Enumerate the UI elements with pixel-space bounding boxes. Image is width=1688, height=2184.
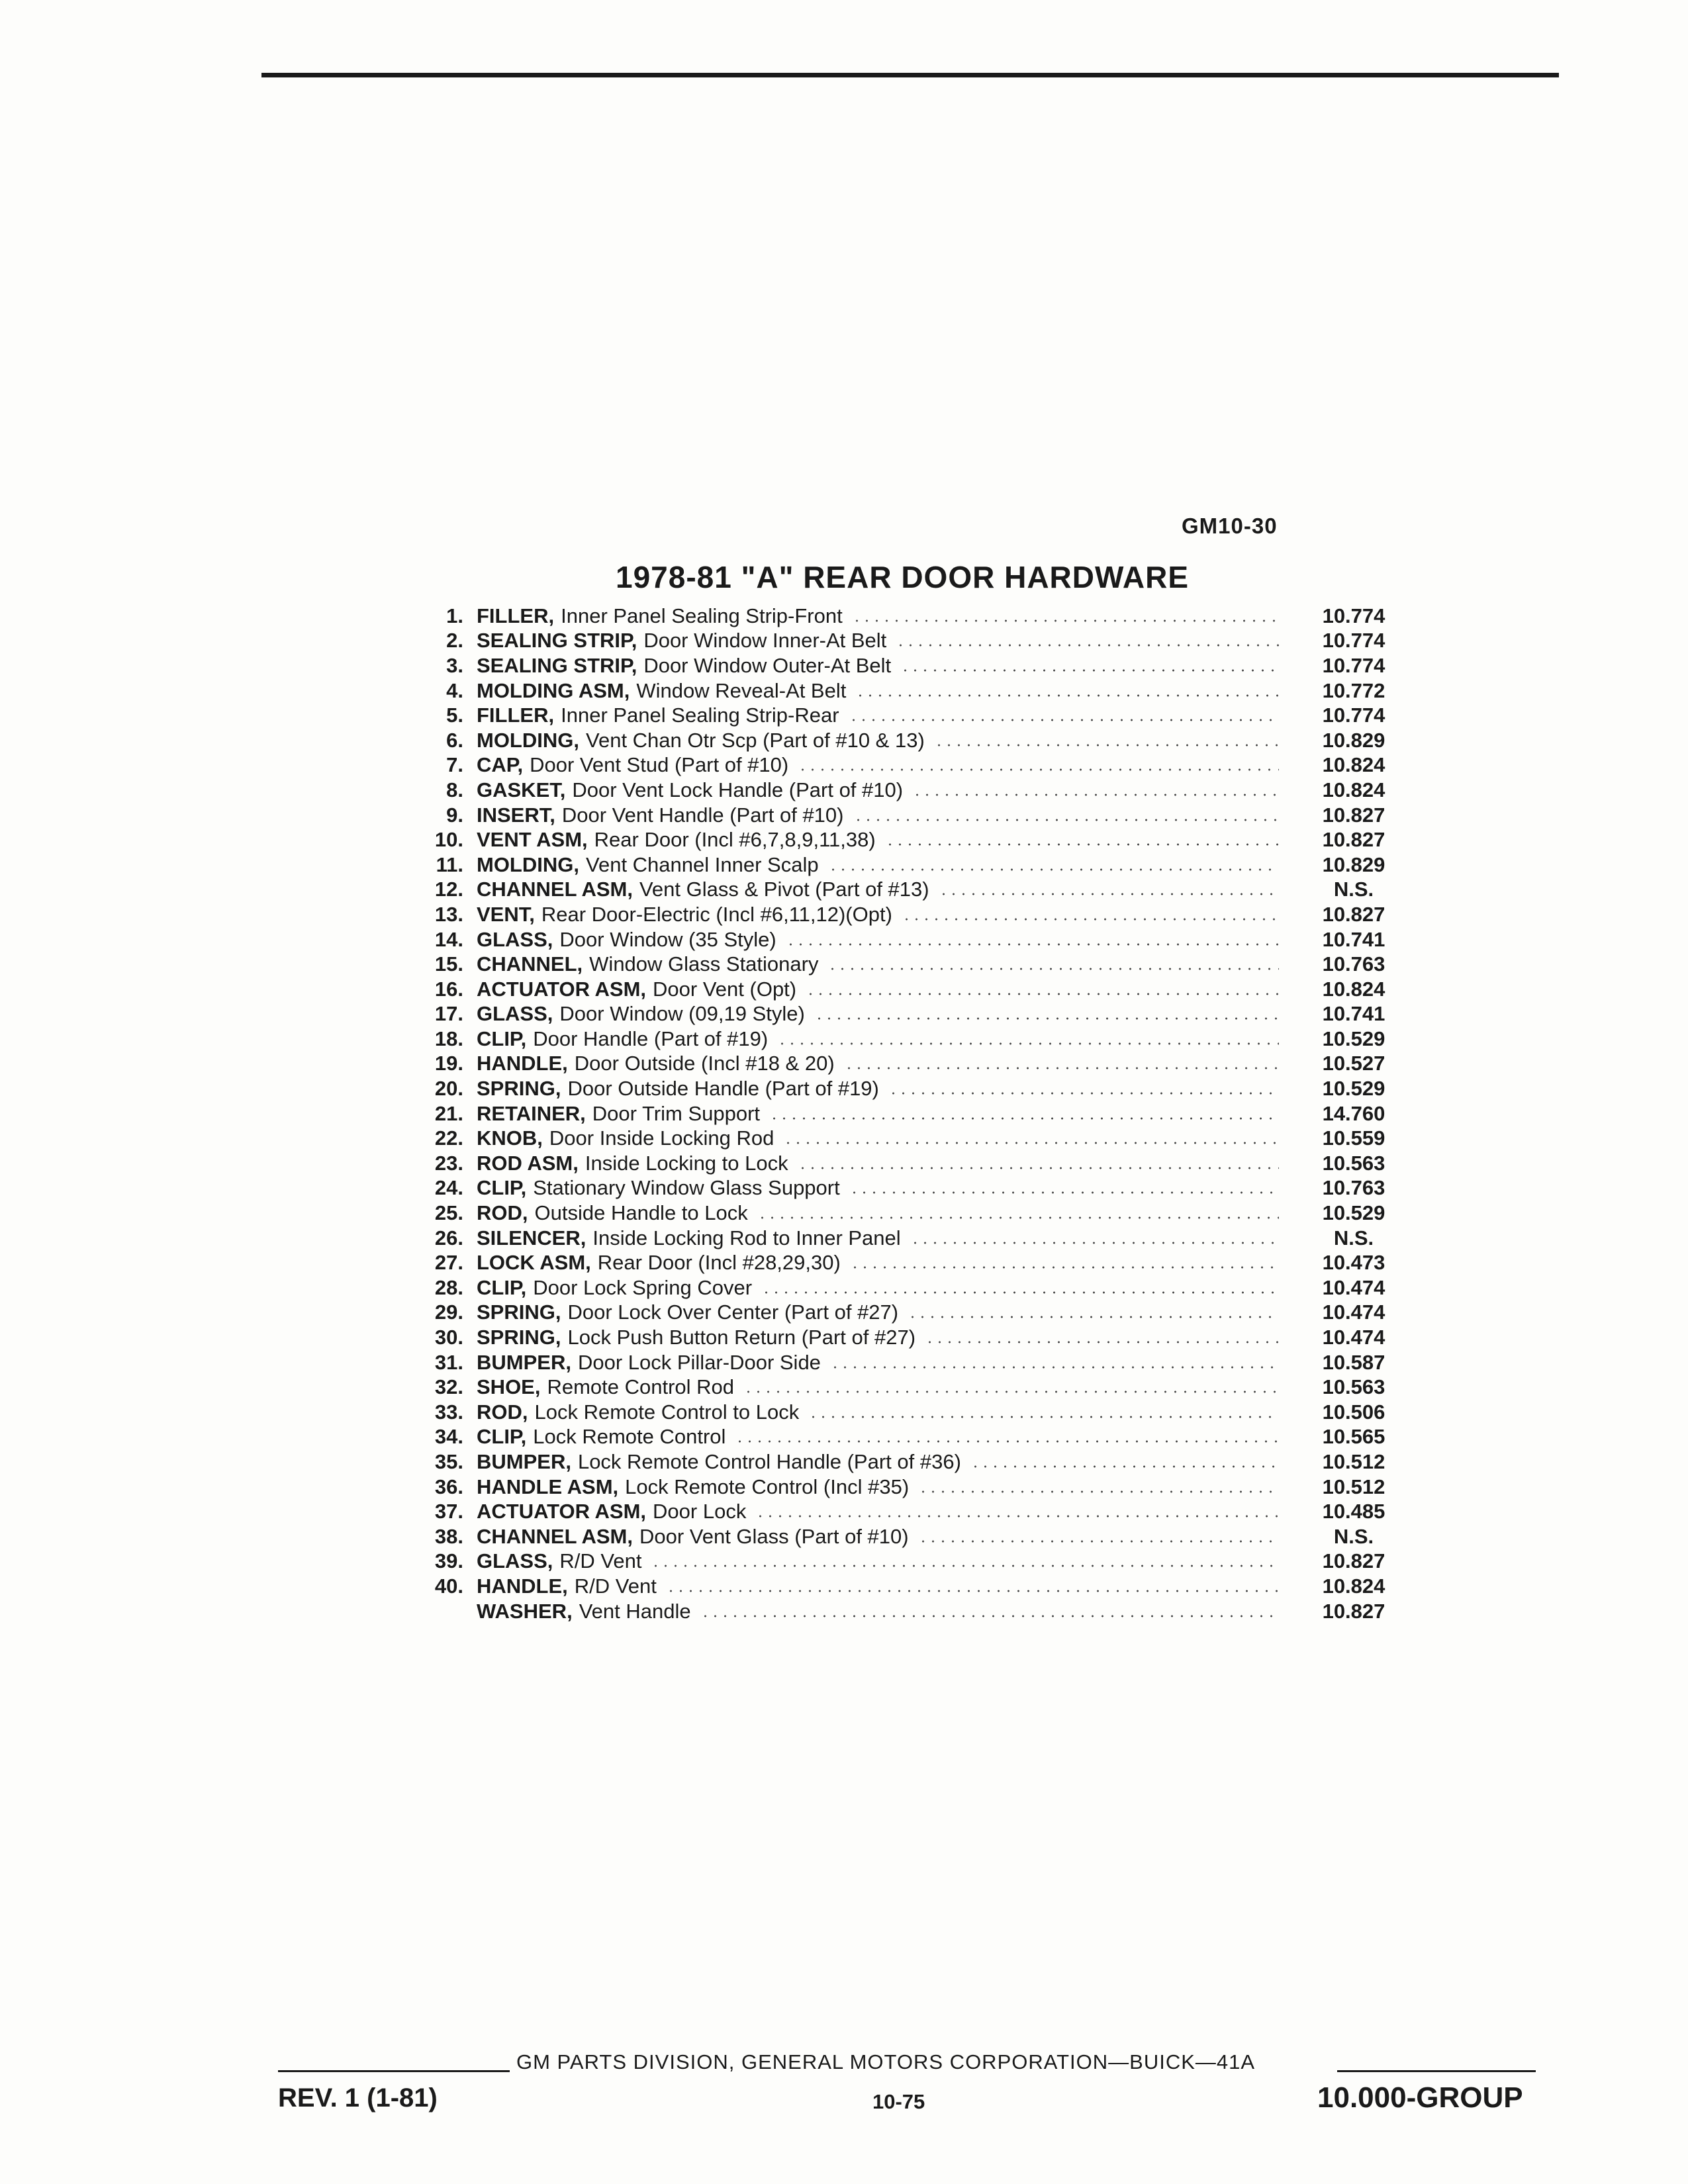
part-detail: Door Outside Handle (Part of #19) bbox=[567, 1077, 879, 1101]
part-name: CHANNEL ASM, bbox=[477, 1524, 633, 1548]
part-group-ref: 10.506 bbox=[1322, 1400, 1385, 1424]
parts-list-row bbox=[410, 803, 1417, 828]
dot-leader bbox=[885, 843, 1279, 846]
part-number: 38. bbox=[434, 1524, 463, 1548]
part-group-ref: 10.741 bbox=[1322, 927, 1385, 951]
part-detail: Window Reveal-At Belt bbox=[636, 678, 847, 702]
part-number: 28. bbox=[434, 1275, 463, 1299]
part-description bbox=[477, 1226, 1291, 1250]
part-detail: Door Window Inner-At Belt bbox=[643, 629, 887, 653]
dot-leader bbox=[769, 1117, 1279, 1120]
parts-list-row bbox=[410, 902, 1417, 927]
part-detail: Door Window Outer-At Belt bbox=[643, 653, 892, 677]
dot-leader bbox=[827, 968, 1279, 970]
part-number: 18. bbox=[434, 1026, 463, 1050]
part-name: FILLER, bbox=[477, 604, 555, 627]
part-number: 36. bbox=[434, 1475, 463, 1498]
part-group-ref: 10.529 bbox=[1322, 1201, 1385, 1225]
part-number: 31. bbox=[434, 1350, 463, 1374]
part-description bbox=[477, 1300, 1291, 1324]
part-detail: Rear Door (Incl #6,7,8,9,11,38) bbox=[594, 828, 876, 852]
part-name: SHOE, bbox=[477, 1375, 541, 1399]
part-description bbox=[477, 1500, 1291, 1524]
part-group-ref: 10.563 bbox=[1322, 1375, 1385, 1399]
part-description bbox=[477, 1525, 1291, 1549]
part-name: BUMPER, bbox=[477, 1449, 571, 1473]
revision-label: REV. 1 (1-81) bbox=[278, 2083, 438, 2113]
dot-leader bbox=[651, 1565, 1279, 1567]
part-number: 19. bbox=[434, 1052, 463, 1075]
part-group-ref: 10.512 bbox=[1322, 1475, 1385, 1498]
part-group-ref: 10.529 bbox=[1322, 1026, 1385, 1050]
dot-leader bbox=[798, 1167, 1279, 1169]
part-name: SPRING, bbox=[477, 1077, 561, 1101]
part-name: GASKET, bbox=[477, 778, 566, 801]
part-name: CLIP, bbox=[477, 1425, 527, 1449]
parts-list-row bbox=[410, 878, 1417, 903]
top-rule bbox=[261, 73, 1559, 77]
part-number: 5. bbox=[446, 704, 463, 727]
part-number: 12. bbox=[434, 878, 463, 901]
parts-list-row bbox=[410, 1076, 1417, 1101]
part-group-ref: 10.772 bbox=[1322, 678, 1385, 702]
part-detail: Inner Panel Sealing Strip-Front bbox=[561, 604, 843, 627]
part-detail: R/D Vent bbox=[559, 1549, 642, 1573]
dot-leader bbox=[814, 1017, 1279, 1020]
part-detail: Inside Locking to Lock bbox=[585, 1151, 788, 1175]
parts-list-row bbox=[410, 1325, 1417, 1350]
page-title: 1978-81 "A" REAR DOOR HARDWARE bbox=[616, 560, 1189, 594]
part-detail: Door Vent (Opt) bbox=[653, 977, 797, 1001]
part-group-ref: N.S. bbox=[1333, 878, 1374, 901]
dot-leader bbox=[700, 1615, 1279, 1617]
part-description bbox=[477, 679, 1291, 703]
part-name: WASHER, bbox=[477, 1599, 573, 1623]
part-name: KNOB, bbox=[477, 1126, 543, 1150]
figure-code: GM10-30 bbox=[1182, 514, 1278, 538]
part-group-ref: 10.587 bbox=[1322, 1350, 1385, 1374]
part-detail: Stationary Window Glass Support bbox=[533, 1176, 840, 1200]
dot-leader bbox=[761, 1291, 1279, 1294]
part-detail: Door Handle (Part of #19) bbox=[533, 1026, 769, 1050]
part-number: 37. bbox=[434, 1500, 463, 1524]
part-detail: Vent Channel Inner Scalp bbox=[586, 852, 819, 876]
parts-list-row bbox=[410, 977, 1417, 1002]
part-group-ref: 10.774 bbox=[1322, 629, 1385, 653]
part-group-ref: 10.827 bbox=[1322, 1549, 1385, 1573]
dot-leader bbox=[900, 669, 1279, 672]
dot-leader bbox=[939, 893, 1279, 895]
part-name: SPRING, bbox=[477, 1300, 561, 1324]
part-description bbox=[477, 1326, 1291, 1349]
part-detail: Lock Remote Control bbox=[533, 1425, 726, 1449]
parts-list-row bbox=[410, 653, 1417, 678]
part-detail: Door Vent Handle (Part of #10) bbox=[561, 803, 844, 827]
footer-publisher-line: GM PARTS DIVISION, GENERAL MOTORS CORPORATION—BUICK—41A bbox=[516, 2050, 1256, 2073]
parts-list-row bbox=[410, 1524, 1417, 1549]
dot-leader bbox=[755, 1515, 1279, 1518]
part-number: 22. bbox=[434, 1126, 463, 1150]
part-description bbox=[477, 1077, 1291, 1101]
part-group-ref: 10.512 bbox=[1322, 1449, 1385, 1473]
part-name: ACTUATOR ASM, bbox=[477, 977, 647, 1001]
parts-list-row bbox=[410, 852, 1417, 878]
parts-list-row bbox=[410, 778, 1417, 803]
part-detail: Door Trim Support bbox=[592, 1101, 761, 1125]
parts-list-row bbox=[410, 1002, 1417, 1027]
part-number: 25. bbox=[434, 1201, 463, 1225]
part-description bbox=[477, 1102, 1291, 1126]
parts-list-row bbox=[410, 753, 1417, 778]
part-group-ref: 10.763 bbox=[1322, 1176, 1385, 1200]
dot-leader bbox=[798, 768, 1279, 771]
part-group-ref: N.S. bbox=[1333, 1226, 1374, 1250]
part-description bbox=[477, 1201, 1291, 1225]
part-name: ACTUATOR ASM, bbox=[477, 1500, 647, 1524]
part-description bbox=[477, 903, 1291, 927]
parts-list-row bbox=[410, 678, 1417, 704]
parts-list-row bbox=[410, 629, 1417, 654]
part-description bbox=[477, 1002, 1291, 1026]
dot-leader bbox=[808, 1416, 1279, 1418]
part-name: SILENCER, bbox=[477, 1226, 586, 1250]
part-number: 26. bbox=[434, 1226, 463, 1250]
parts-list-row bbox=[410, 1549, 1417, 1574]
part-description bbox=[477, 1375, 1291, 1399]
part-group-ref: 10.529 bbox=[1322, 1077, 1385, 1101]
part-name: SEALING STRIP, bbox=[477, 653, 637, 677]
part-name: GLASS, bbox=[477, 927, 553, 951]
part-description bbox=[477, 1027, 1291, 1051]
parts-list-row bbox=[410, 728, 1417, 753]
parts-list-row bbox=[410, 1449, 1417, 1475]
part-detail: Rear Door (Incl #28,29,30) bbox=[597, 1251, 841, 1275]
parts-list-row bbox=[410, 1375, 1417, 1400]
part-group-ref: 10.829 bbox=[1322, 728, 1385, 752]
part-name: SPRING, bbox=[477, 1326, 561, 1349]
dot-leader bbox=[918, 1490, 1279, 1493]
parts-list-row bbox=[410, 1350, 1417, 1375]
part-detail: R/D Vent bbox=[574, 1574, 657, 1598]
part-name: MOLDING, bbox=[477, 852, 579, 876]
part-detail: Door Window (09,19 Style) bbox=[559, 1002, 805, 1026]
part-number: 40. bbox=[434, 1574, 463, 1598]
part-detail: Rear Door-Electric (Incl #6,11,12)(Opt) bbox=[541, 902, 892, 926]
part-group-ref: 10.774 bbox=[1322, 653, 1385, 677]
part-name: CAP, bbox=[477, 753, 524, 777]
part-name: CHANNEL, bbox=[477, 952, 583, 976]
part-number: 17. bbox=[434, 1002, 463, 1026]
parts-list-row bbox=[410, 1250, 1417, 1275]
part-number: 3. bbox=[446, 653, 463, 677]
part-number: 32. bbox=[434, 1375, 463, 1399]
dot-leader bbox=[934, 744, 1279, 747]
parts-list bbox=[410, 604, 1417, 1623]
parts-list-row bbox=[410, 1176, 1417, 1201]
part-detail: Door Lock Over Center (Part of #27) bbox=[567, 1300, 899, 1324]
part-number: 9. bbox=[446, 803, 463, 827]
parts-list-row bbox=[410, 1151, 1417, 1176]
part-number: 10. bbox=[434, 828, 463, 852]
part-group-ref: 10.474 bbox=[1322, 1300, 1385, 1324]
part-group-ref: 10.741 bbox=[1322, 1002, 1385, 1026]
part-description bbox=[477, 1351, 1291, 1375]
part-group-ref: 10.527 bbox=[1322, 1052, 1385, 1075]
part-name: BUMPER, bbox=[477, 1350, 571, 1374]
part-description bbox=[477, 1152, 1291, 1175]
part-description bbox=[477, 1126, 1291, 1150]
part-name: CLIP, bbox=[477, 1026, 527, 1050]
parts-list-row bbox=[410, 703, 1417, 728]
part-description bbox=[477, 828, 1291, 852]
part-group-ref: 10.827 bbox=[1322, 828, 1385, 852]
dot-leader bbox=[925, 1341, 1279, 1343]
part-number: 1. bbox=[446, 604, 463, 627]
part-number: 33. bbox=[434, 1400, 463, 1424]
part-name: FILLER, bbox=[477, 704, 555, 727]
dot-leader bbox=[852, 619, 1279, 622]
part-name: GLASS, bbox=[477, 1549, 553, 1573]
part-description bbox=[477, 654, 1291, 678]
dot-leader bbox=[757, 1216, 1279, 1219]
parts-list-row bbox=[410, 1300, 1417, 1326]
part-number: 30. bbox=[434, 1326, 463, 1349]
part-description bbox=[477, 952, 1291, 976]
part-description bbox=[477, 853, 1291, 877]
dot-leader bbox=[908, 1316, 1279, 1318]
part-name: CLIP, bbox=[477, 1275, 527, 1299]
parts-list-row bbox=[410, 1599, 1417, 1624]
dot-leader bbox=[850, 1266, 1279, 1269]
parts-list-row bbox=[410, 1574, 1417, 1599]
part-detail: Vent Chan Otr Scp (Part of #10 & 13) bbox=[586, 728, 925, 752]
part-detail: Door Lock bbox=[653, 1500, 747, 1524]
dot-leader bbox=[918, 1540, 1279, 1543]
dot-leader bbox=[849, 1191, 1279, 1194]
part-detail: Door Lock Pillar-Door Side bbox=[577, 1350, 821, 1374]
part-group-ref: 10.485 bbox=[1322, 1500, 1385, 1524]
part-name: CHANNEL ASM, bbox=[477, 878, 633, 901]
part-group-ref: 10.827 bbox=[1322, 1599, 1385, 1623]
part-group-ref: 14.760 bbox=[1322, 1101, 1385, 1125]
part-detail: Outside Handle to Lock bbox=[534, 1201, 748, 1225]
part-group-ref: N.S. bbox=[1333, 1524, 1374, 1548]
parts-list-row bbox=[410, 1475, 1417, 1500]
part-group-ref: 10.827 bbox=[1322, 803, 1385, 827]
part-detail: Lock Remote Control to Lock bbox=[534, 1400, 800, 1424]
parts-list-row bbox=[410, 1126, 1417, 1151]
part-number: 15. bbox=[434, 952, 463, 976]
part-description bbox=[477, 1052, 1291, 1075]
part-description bbox=[477, 729, 1291, 752]
part-group-ref: 10.829 bbox=[1322, 852, 1385, 876]
dot-leader bbox=[828, 868, 1279, 871]
part-description bbox=[477, 1276, 1291, 1300]
part-group-ref: 10.824 bbox=[1322, 753, 1385, 777]
part-number: 2. bbox=[446, 629, 463, 653]
part-name: SEALING STRIP, bbox=[477, 629, 637, 653]
part-description bbox=[477, 1425, 1291, 1449]
group-label: 10.000-GROUP bbox=[1317, 2081, 1523, 2114]
parts-list-row bbox=[410, 1052, 1417, 1077]
part-description bbox=[477, 604, 1291, 628]
part-name: LOCK ASM, bbox=[477, 1251, 591, 1275]
part-group-ref: 10.565 bbox=[1322, 1425, 1385, 1449]
part-number: 11. bbox=[436, 852, 463, 876]
parts-list-row bbox=[410, 1201, 1417, 1226]
part-number: 35. bbox=[434, 1449, 463, 1473]
part-detail: Door Window (35 Style) bbox=[559, 927, 776, 951]
dot-leader bbox=[896, 644, 1279, 647]
part-name: HANDLE, bbox=[477, 1574, 568, 1598]
dot-leader bbox=[735, 1440, 1279, 1443]
part-group-ref: 10.824 bbox=[1322, 1574, 1385, 1598]
part-number: 24. bbox=[434, 1176, 463, 1200]
parts-list-row bbox=[410, 1499, 1417, 1524]
dot-leader bbox=[855, 694, 1279, 697]
parts-list-row bbox=[410, 1026, 1417, 1052]
dot-leader bbox=[786, 943, 1279, 946]
part-number: 14. bbox=[434, 927, 463, 951]
dot-leader bbox=[830, 1366, 1279, 1369]
part-number: 34. bbox=[434, 1425, 463, 1449]
part-group-ref: 10.763 bbox=[1322, 952, 1385, 976]
part-group-ref: 10.827 bbox=[1322, 902, 1385, 926]
part-name: HANDLE, bbox=[477, 1052, 568, 1075]
parts-list-row bbox=[410, 604, 1417, 629]
dot-leader bbox=[849, 719, 1279, 721]
dot-leader bbox=[970, 1465, 1279, 1468]
part-name: MOLDING, bbox=[477, 728, 579, 752]
part-group-ref: 10.774 bbox=[1322, 704, 1385, 727]
part-detail: Lock Push Button Return (Part of #27) bbox=[567, 1326, 916, 1349]
part-number: 7. bbox=[446, 753, 463, 777]
part-number: 20. bbox=[434, 1077, 463, 1101]
dot-leader bbox=[743, 1390, 1279, 1393]
part-description bbox=[477, 1251, 1291, 1275]
part-group-ref: 10.559 bbox=[1322, 1126, 1385, 1150]
part-detail: Window Glass Stationary bbox=[589, 952, 819, 976]
part-number: 6. bbox=[446, 728, 463, 752]
part-detail: Vent Glass & Pivot (Part of #13) bbox=[639, 878, 929, 901]
dot-leader bbox=[888, 1092, 1279, 1095]
part-number: 21. bbox=[434, 1101, 463, 1125]
parts-list-row bbox=[410, 952, 1417, 977]
part-description bbox=[477, 1574, 1291, 1598]
part-name: RETAINER, bbox=[477, 1101, 586, 1125]
footer-rule-left bbox=[278, 2070, 510, 2072]
part-number: 4. bbox=[446, 678, 463, 702]
part-description bbox=[477, 803, 1291, 827]
parts-list-row bbox=[410, 1226, 1417, 1251]
part-group-ref: 10.563 bbox=[1322, 1151, 1385, 1175]
part-group-ref: 10.473 bbox=[1322, 1251, 1385, 1275]
part-description bbox=[477, 1475, 1291, 1499]
footer-rule-right bbox=[1337, 2070, 1536, 2072]
part-description bbox=[477, 704, 1291, 727]
part-name: INSERT, bbox=[477, 803, 555, 827]
part-number: 29. bbox=[434, 1300, 463, 1324]
part-detail: Door Vent Lock Handle (Part of #10) bbox=[572, 778, 904, 801]
parts-list-row bbox=[410, 827, 1417, 852]
parts-list-row bbox=[410, 927, 1417, 952]
dot-leader bbox=[666, 1590, 1279, 1592]
part-name: VENT ASM, bbox=[477, 828, 588, 852]
dot-leader bbox=[902, 918, 1279, 921]
part-name: ROD, bbox=[477, 1201, 528, 1225]
part-name: GLASS, bbox=[477, 1002, 553, 1026]
part-description bbox=[477, 978, 1291, 1001]
part-number: 23. bbox=[434, 1151, 463, 1175]
parts-list-row bbox=[410, 1425, 1417, 1450]
part-number: 39. bbox=[434, 1549, 463, 1573]
part-description bbox=[477, 1600, 1291, 1623]
part-group-ref: 10.474 bbox=[1322, 1275, 1385, 1299]
part-description bbox=[477, 753, 1291, 777]
parts-list-row bbox=[410, 1400, 1417, 1425]
part-group-ref: 10.824 bbox=[1322, 977, 1385, 1001]
dot-leader bbox=[912, 794, 1279, 796]
part-detail: Vent Handle bbox=[579, 1599, 691, 1623]
part-name: ROD ASM, bbox=[477, 1151, 579, 1175]
part-detail: Door Vent Glass (Part of #10) bbox=[639, 1524, 909, 1548]
part-description bbox=[477, 1400, 1291, 1424]
part-detail: Inner Panel Sealing Strip-Rear bbox=[561, 704, 839, 727]
part-name: ROD, bbox=[477, 1400, 528, 1424]
part-description bbox=[477, 778, 1291, 802]
part-detail: Lock Remote Control (Incl #35) bbox=[625, 1475, 910, 1498]
part-name: HANDLE ASM, bbox=[477, 1475, 619, 1498]
part-detail: Door Vent Stud (Part of #10) bbox=[530, 753, 789, 777]
dot-leader bbox=[844, 1067, 1279, 1069]
page-number: 10-75 bbox=[872, 2090, 925, 2113]
part-group-ref: 10.474 bbox=[1322, 1326, 1385, 1349]
part-description bbox=[477, 1450, 1291, 1474]
part-group-ref: 10.774 bbox=[1322, 604, 1385, 627]
part-group-ref: 10.824 bbox=[1322, 778, 1385, 801]
part-name: CLIP, bbox=[477, 1176, 527, 1200]
dot-leader bbox=[910, 1242, 1279, 1244]
part-number: 16. bbox=[434, 977, 463, 1001]
part-detail: Remote Control Rod bbox=[547, 1375, 735, 1399]
part-description bbox=[477, 878, 1291, 901]
dot-leader bbox=[777, 1042, 1279, 1045]
part-number: 27. bbox=[434, 1251, 463, 1275]
part-description bbox=[477, 629, 1291, 653]
part-detail: Inside Locking Rod to Inner Panel bbox=[592, 1226, 901, 1250]
dot-leader bbox=[853, 819, 1280, 821]
parts-list-row bbox=[410, 1101, 1417, 1126]
part-description bbox=[477, 928, 1291, 952]
part-detail: Door Outside (Incl #18 & 20) bbox=[574, 1052, 835, 1075]
part-name: MOLDING ASM, bbox=[477, 678, 630, 702]
part-detail: Door Lock Spring Cover bbox=[533, 1275, 753, 1299]
part-detail: Door Inside Locking Rod bbox=[549, 1126, 774, 1150]
dot-leader bbox=[806, 993, 1279, 995]
part-number: 13. bbox=[434, 902, 463, 926]
part-description bbox=[477, 1176, 1291, 1200]
part-name: VENT, bbox=[477, 902, 535, 926]
dot-leader bbox=[783, 1142, 1279, 1144]
part-description bbox=[477, 1549, 1291, 1573]
part-detail: Lock Remote Control Handle (Part of #36) bbox=[577, 1449, 961, 1473]
parts-list-row bbox=[410, 1275, 1417, 1300]
part-number: 8. bbox=[446, 778, 463, 801]
